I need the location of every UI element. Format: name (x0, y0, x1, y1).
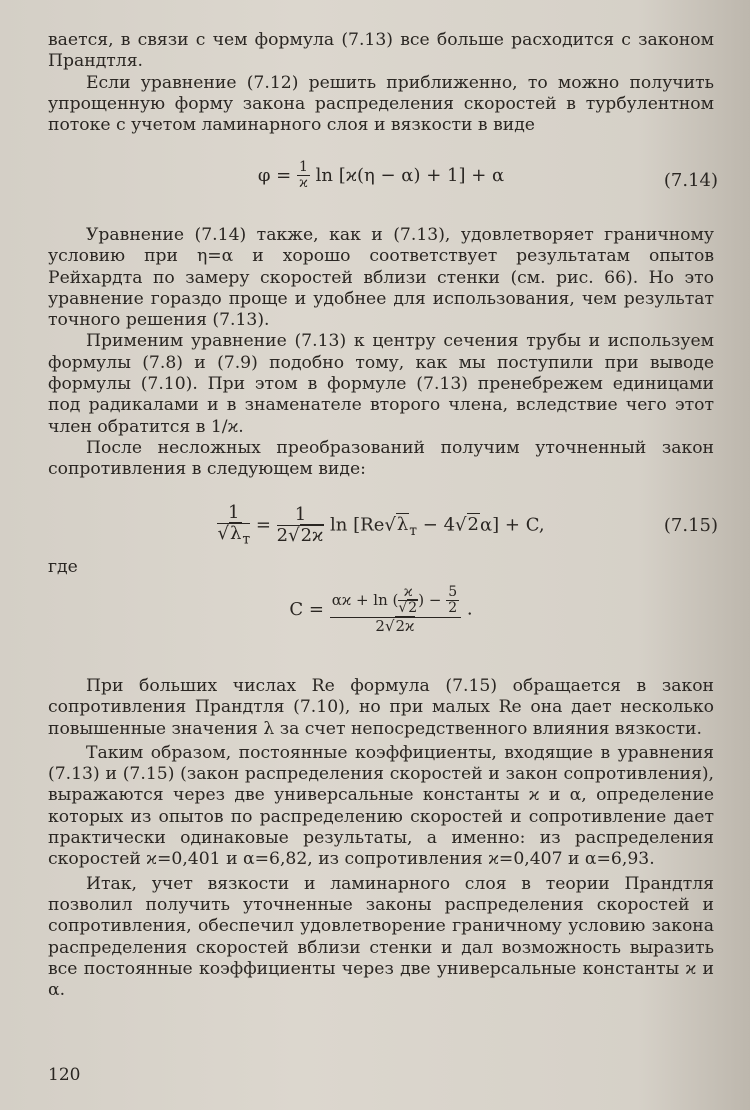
text-block-top (48, 30, 714, 136)
paragraph: При больших числах Re формула (7.15) обращается в закон сопротивления Прандтля (7.10), но при малых Re она дает несколько повышенные значения λ за счет непосредственного влияния вязкости. (48, 676, 714, 739)
paragraph: Применим уравнение (7.13) к центру сечения трубы и используем формулы (7.8) и (7.9) подобно тому, как мы поступили при выводе формулы (7.10). При этом в формуле (7.13) пренебрежем единицами под радикалами и в знаменателе второго члена, вследствие чего этот член обратится в 1/ϰ. (48, 331, 714, 437)
equation-7-14 (48, 159, 718, 192)
eq-c-fraction: αϰ + ln ( $\frac{ϰ}{√2}$ ) − $\frac{5}{2}$ 2√2ϰ (330, 585, 461, 634)
page-number: 120 (48, 1065, 81, 1085)
equation-7-15: $\frac{1}{√\lambda_т}$ = $\frac{1}{2√2ϰ}$ $\ln [Re√\lambda_т - 4√2\alpha] + C$, (7.15) (217, 502, 718, 548)
where-label: где (48, 557, 78, 577)
paragraph: Таким образом, постоянные коэффициенты, входящие в уравнения (7.13) и (7.15) (закон распределения скоростей и закон сопротивления), выражаются через две универсальные константы ϰ и α, определение которых из опытов по распределению скоростей и сопротивление дает практически одинаковые результаты, а именно: из распределения скоростей ϰ=0,401 и α=6,82, из сопротивления ϰ=0,407 и α=6,93. (48, 742, 714, 870)
paragraph: Если уравнение (7.12) решить приближенно, то можно получить упрощенную форму закона распределения скоростей в турбулентном потоке с учетом ламинарного слоя и вязкости в виде (48, 72, 714, 136)
eq-fraction: $\frac{1}{ϰ}$ (298, 159, 308, 192)
eq-lhs: C = (289, 599, 324, 621)
eq-right-fraction: $\frac{1}{2√2ϰ}$ (276, 504, 324, 546)
equation-number: (7.15) (663, 515, 718, 536)
eq-body: ln [ϰ(η − α) + 1] + α (315, 164, 505, 186)
equation-c: C = αϰ + ln ( $\frac{ϰ}{√2}$ ) − $\frac{5}{2}$ 2√2ϰ . (289, 584, 473, 635)
paragraph: Итак, учет вязкости и ламинарного слоя в теории Прандтля позволил получить уточненные законы распределения скоростей и сопротивления, обеспечил удовлетворение граничному условию закона распределения скоростей вблизи стенки и дал возможность выразить все постоянные коэффициенты через две универсальные константы ϰ и α. (48, 873, 714, 1001)
paragraph: После несложных преобразований получим уточненный закон сопротивления в следующем виде: (48, 437, 714, 480)
equation-number: (7.14) (663, 170, 718, 191)
eq-left-fraction: $\frac{1}{√\lambda_т}$ (217, 502, 251, 548)
text-block-middle (48, 225, 714, 481)
paragraph-continuation: вается, в связи с чем формула (7.13) все больше расходится с законом Прандтля. (48, 30, 714, 72)
paragraph: Уравнение (7.14) также, как и (7.13), удовлетворяет граничному условию при η=α и хорошо соответствует результатам опытов Рейхардта по замеру скоростей вблизи стенки (см. рис. 66). Но это уравнение гораздо проще и удобнее для использования, чем результат точного решения (7.13). (48, 225, 714, 331)
text-block-bottom (48, 676, 714, 1001)
eq-lhs: φ = (257, 164, 292, 186)
